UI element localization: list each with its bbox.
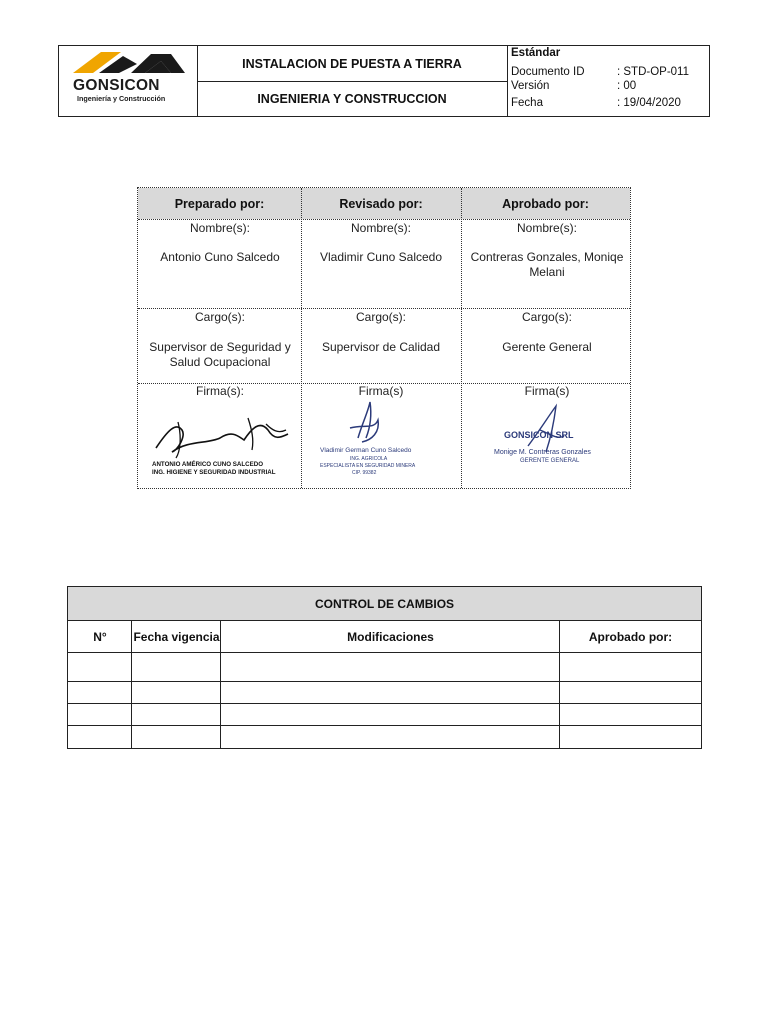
preparer-stamp-line2: ING. HIGIENE Y SEGURIDAD INDUSTRIAL	[152, 469, 276, 476]
logo-brand: GONSICON	[73, 77, 160, 94]
signature-label: Firma(s)	[524, 384, 570, 398]
preparer-role: Supervisor de Seguridad y Salud Ocupacional	[149, 340, 291, 369]
divider	[138, 219, 630, 220]
table-row	[68, 725, 701, 726]
meta-row-date	[511, 97, 707, 111]
divider	[559, 621, 560, 748]
header-approved: Aprobado por:	[461, 188, 630, 219]
reviewer-role: Supervisor de Calidad	[321, 340, 441, 354]
change-control-table	[67, 586, 702, 749]
meta-row-document-id	[511, 66, 707, 80]
document-meta	[507, 46, 709, 116]
standard-label: Estándar	[511, 47, 561, 59]
meta-row-version	[511, 80, 707, 94]
table-row	[68, 681, 701, 682]
name-label: Nombre(s):	[516, 221, 577, 235]
reviewer-stamp-line3: ESPECIALISTA EN SEGURIDAD MINERA	[320, 463, 416, 469]
divider	[138, 308, 630, 309]
approver-name: Contreras Gonzales, Moniqe Melani	[470, 250, 624, 279]
signature-label: Firma(s)	[358, 384, 404, 398]
company-logo	[59, 46, 198, 116]
col-number: N°	[93, 630, 107, 644]
role-label: Cargo(s):	[194, 310, 245, 324]
meta-key: Fecha	[511, 97, 543, 109]
preparer-name: Antonio Cuno Salcedo	[160, 250, 280, 264]
col-approved-by: Aprobado por:	[588, 630, 673, 644]
document-title: INSTALACION DE PUESTA A TIERRA	[197, 46, 507, 82]
preparer-stamp-line1: ANTONIO AMÉRICO CUNO SALCEDO	[152, 461, 264, 468]
reviewer-signature	[314, 398, 444, 484]
col-date: Fecha vigencia	[133, 630, 220, 644]
name-label: Nombre(s):	[350, 221, 411, 235]
approval-table	[137, 187, 631, 489]
name-label: Nombre(s):	[189, 221, 250, 235]
approver-signature	[480, 400, 610, 480]
meta-key: Versión	[511, 80, 550, 92]
meta-key: Documento ID	[511, 66, 585, 78]
document-header	[58, 45, 710, 117]
divider	[461, 188, 462, 488]
preparer-signature	[148, 400, 298, 480]
divider	[220, 621, 221, 748]
table-row	[68, 703, 701, 704]
meta-value: : 19/04/2020	[617, 97, 681, 109]
meta-value: : STD-OP-011	[617, 66, 689, 78]
logo-tagline: Ingeniería y Construcción	[77, 94, 166, 103]
meta-value: : 00	[617, 80, 637, 92]
table-row	[68, 652, 701, 653]
header-reviewed: Revisado por:	[301, 188, 461, 219]
approver-stamp-line2: Monige M. Contreras Gonzales	[494, 449, 591, 456]
reviewer-stamp-line2: ING. AGRICOLA	[350, 456, 388, 462]
col-modifications: Modificaciones	[347, 630, 434, 644]
divider	[131, 621, 132, 748]
approver-role: Gerente General	[502, 340, 592, 354]
approver-stamp-line1: GONSICON SRL	[504, 430, 574, 440]
role-label: Cargo(s):	[521, 310, 572, 324]
signature-label: Firma(s):	[196, 384, 244, 398]
reviewer-stamp-line1: Vladimir German Cuno Salcedo	[320, 447, 412, 454]
role-label: Cargo(s):	[355, 310, 406, 324]
approver-stamp-line3: GERENTE GENERAL	[520, 458, 580, 464]
change-control-title: CONTROL DE CAMBIOS	[68, 587, 701, 621]
header-prepared: Preparado por:	[138, 188, 301, 219]
reviewer-stamp-line4: CIP. 99382	[352, 470, 377, 476]
document-subtitle: INGENIERIA Y CONSTRUCCION	[257, 92, 447, 106]
reviewer-name: Vladimir Cuno Salcedo	[319, 250, 443, 264]
